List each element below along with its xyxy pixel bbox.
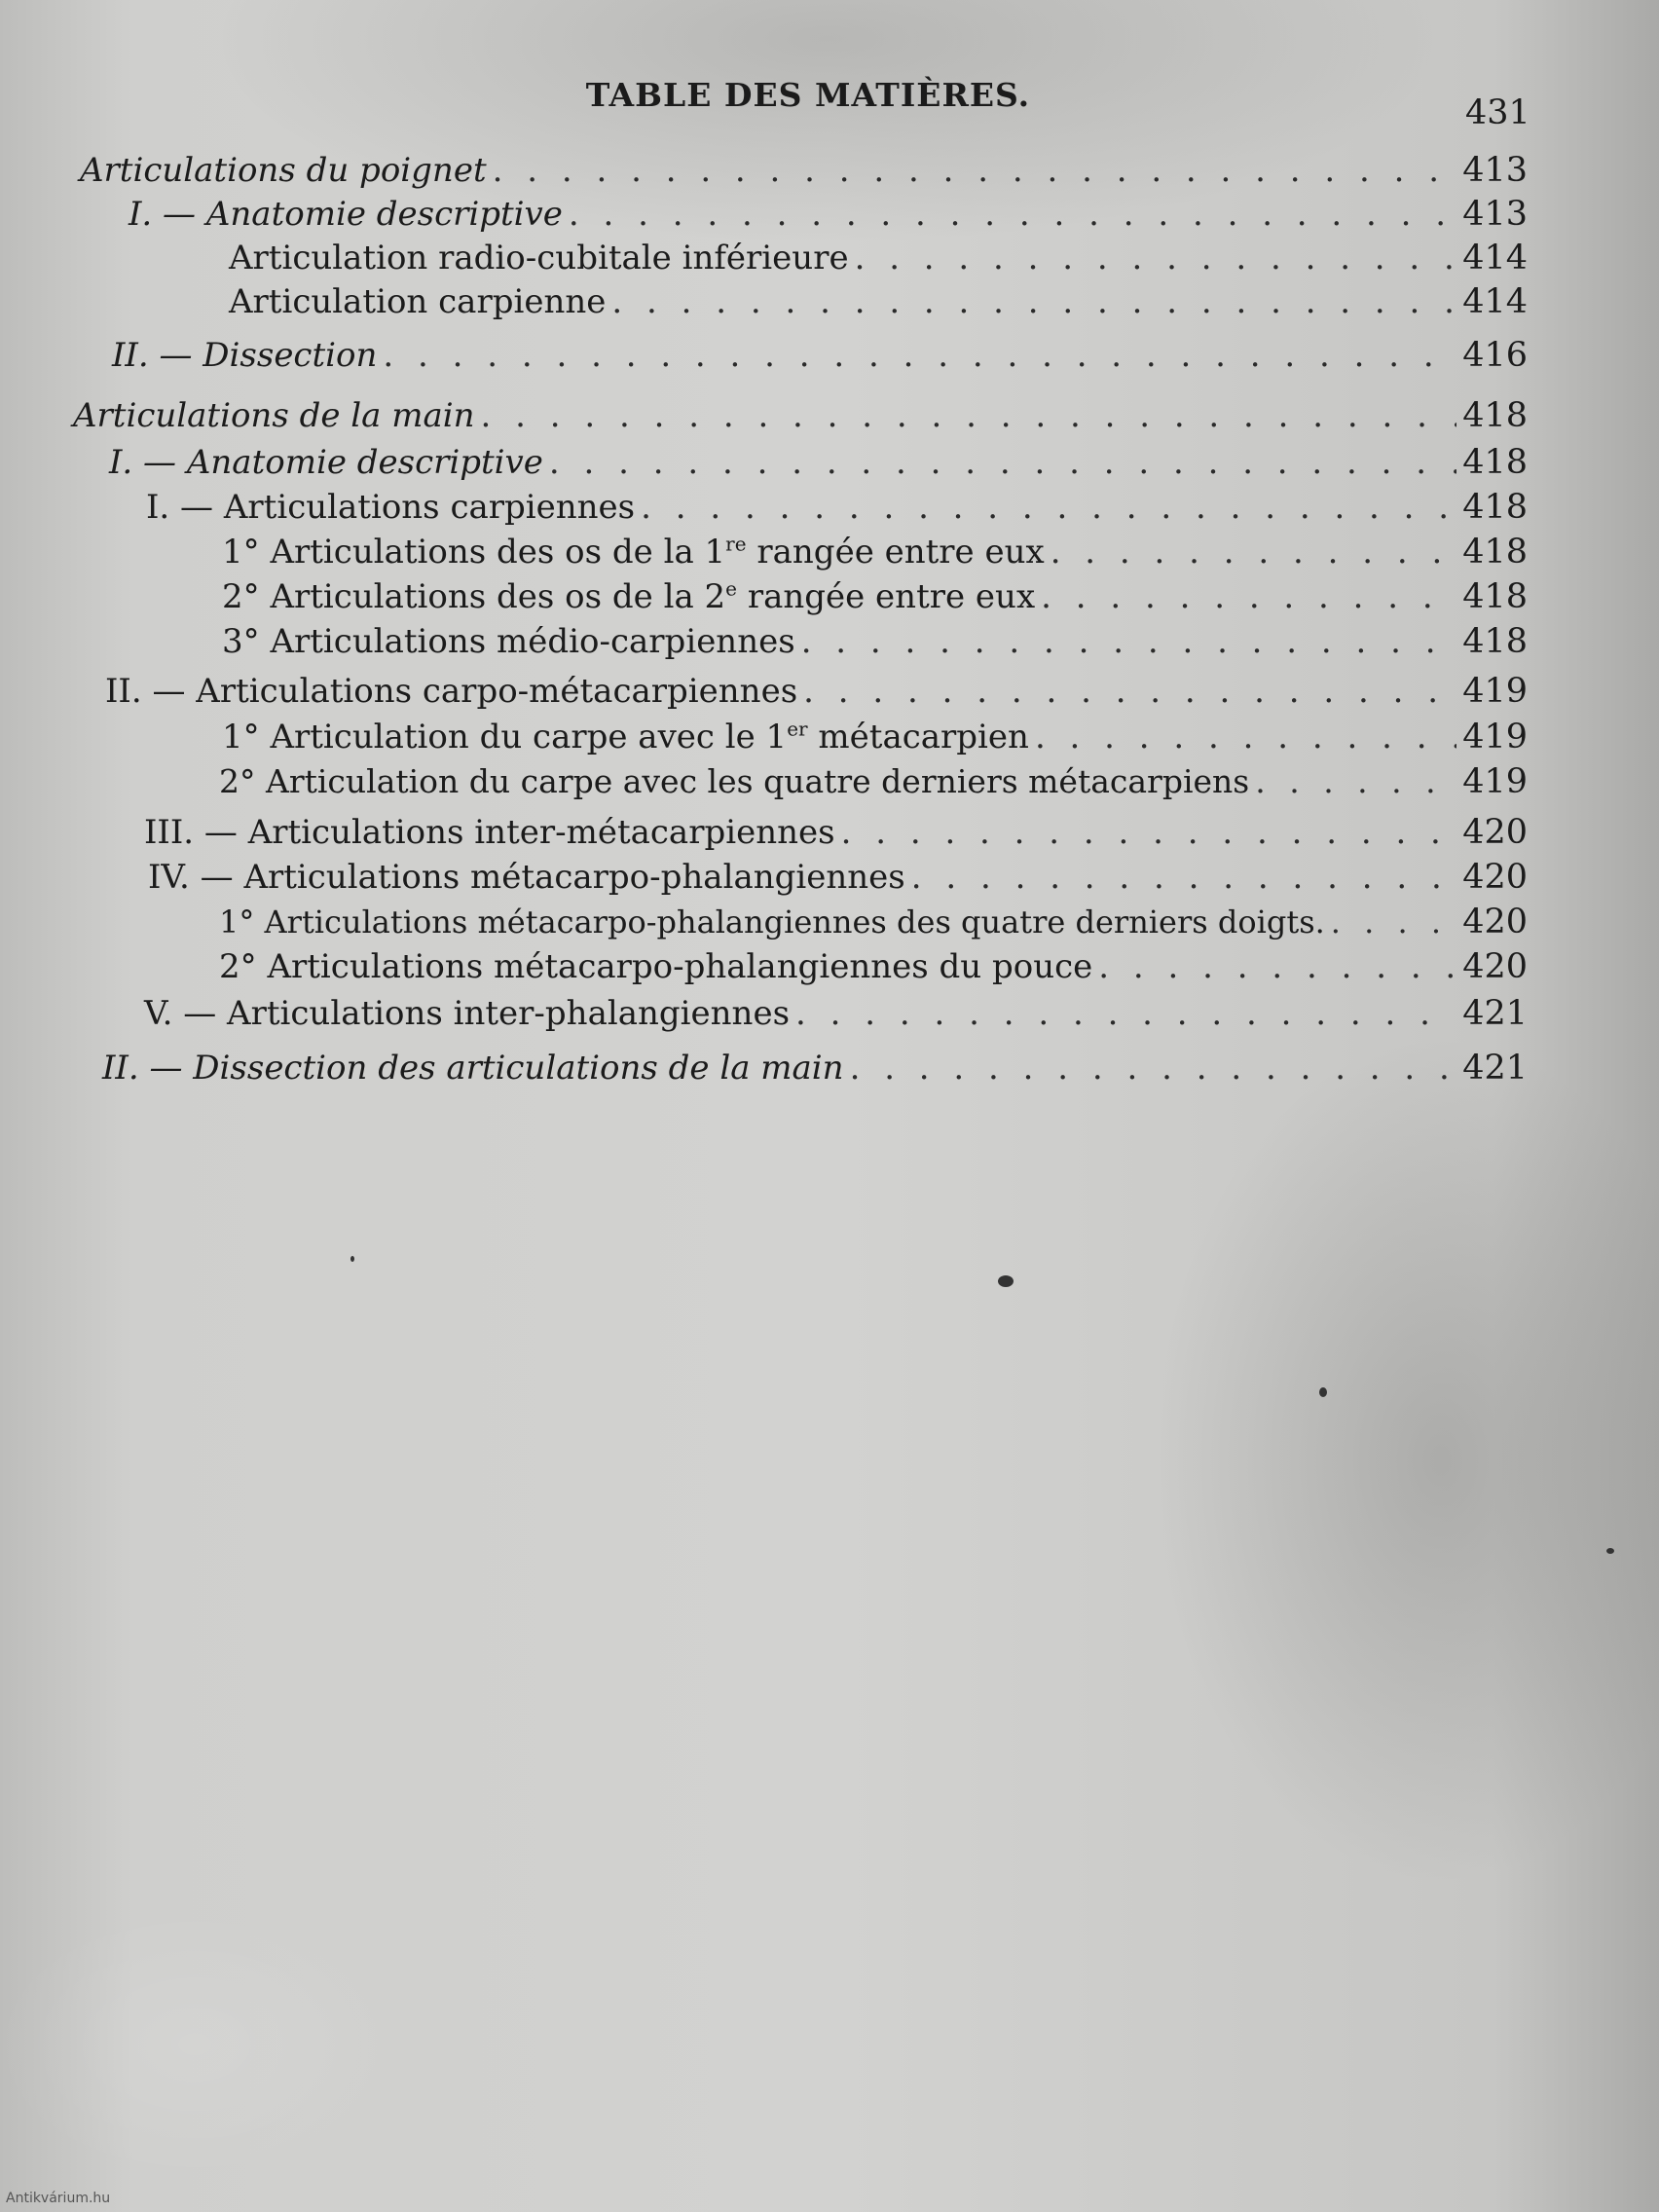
toc-entry-label bbox=[222, 577, 1035, 616]
dot-leader bbox=[841, 813, 1457, 852]
dot-leader bbox=[801, 622, 1457, 661]
label-superscript: er bbox=[787, 717, 808, 741]
toc-entry-page: 418 bbox=[1462, 396, 1528, 435]
dot-leader bbox=[1098, 947, 1456, 986]
page-number: 431 bbox=[1465, 93, 1530, 132]
dot-leader bbox=[1255, 762, 1456, 800]
toc-entry-label: Articulation radio-cubitale inférieure bbox=[229, 239, 849, 277]
label-text: rangée entre eux bbox=[746, 533, 1045, 571]
toc-entry-poignet-anatomie bbox=[129, 195, 1528, 238]
toc-entry-carpiennes bbox=[146, 488, 1528, 531]
toc-entry-page: 420 bbox=[1462, 813, 1528, 852]
label-text: métacarpien bbox=[807, 718, 1029, 756]
toc-entry-radio-cubitale bbox=[229, 239, 1528, 281]
toc-entry-page: 413 bbox=[1462, 195, 1528, 234]
toc-entry-inter-phalangiennes bbox=[144, 994, 1528, 1037]
dot-leader bbox=[1041, 577, 1456, 616]
label-text: 1° Articulation du carpe avec le 1 bbox=[222, 718, 788, 756]
paper-speck bbox=[1319, 1387, 1327, 1397]
toc-entry-inter-metacarpiennes bbox=[144, 813, 1528, 856]
toc-entry-quatre-doigts bbox=[219, 903, 1528, 945]
toc-entry-label: Articulations du poignet bbox=[80, 151, 487, 190]
toc-entry-label: V. — Articulations inter-phalangiennes bbox=[144, 994, 791, 1033]
toc-entry-label: II. — Articulations carpo-métacarpiennes bbox=[105, 672, 798, 711]
running-title: TABLE DES MATIÈRES. bbox=[585, 76, 1031, 114]
dot-leader bbox=[611, 282, 1456, 321]
toc-entry-label: IV. — Articulations métacarpo-phalangiennes bbox=[148, 858, 905, 897]
toc-entry-page: 421 bbox=[1462, 994, 1528, 1033]
toc-entry-metacarpo-phalangiennes bbox=[148, 858, 1528, 901]
toc-entry-page: 419 bbox=[1462, 672, 1528, 711]
paper-speck bbox=[350, 1256, 354, 1262]
toc-entry-label: Articulations de la main bbox=[73, 396, 475, 435]
toc-entry-page: 413 bbox=[1462, 151, 1528, 190]
toc-entry-label bbox=[222, 718, 1029, 756]
toc-entry-page: 420 bbox=[1462, 903, 1528, 941]
toc-entry-label: II. — Dissection bbox=[112, 336, 378, 375]
dot-leader bbox=[569, 195, 1456, 234]
dot-leader bbox=[795, 994, 1456, 1033]
toc-entry-page: 418 bbox=[1462, 443, 1528, 482]
toc-entry-main-dissection bbox=[102, 1049, 1528, 1091]
toc-entry-page: 416 bbox=[1462, 336, 1528, 375]
label-text: 1° Articulations des os de la 1 bbox=[222, 533, 726, 571]
toc-entry-label: 1° Articulations métacarpo-phalangiennes des quatre derniers doigts. bbox=[219, 903, 1325, 940]
dot-leader bbox=[549, 443, 1456, 482]
toc-entry-poignet bbox=[80, 151, 1528, 194]
toc-entry-page: 414 bbox=[1462, 282, 1528, 321]
toc-entry-label: II. — Dissection des articulations de la main bbox=[102, 1049, 844, 1088]
toc-entry-poignet-dissection bbox=[112, 336, 1528, 379]
toc-entry-label: 2° Articulation du carpe avec les quatre derniers métacarpiens bbox=[219, 762, 1250, 800]
toc-entry-page: 414 bbox=[1462, 239, 1528, 277]
toc-entry-pouce bbox=[219, 947, 1528, 990]
paper-speck bbox=[1606, 1548, 1614, 1554]
dot-leader bbox=[481, 396, 1457, 435]
toc-entry-page: 418 bbox=[1462, 533, 1528, 571]
toc-entry-label: 2° Articulations métacarpo-phalangiennes du pouce bbox=[219, 947, 1093, 986]
dot-leader bbox=[383, 336, 1456, 375]
toc-entry-label bbox=[222, 533, 1045, 571]
toc-entry-page: 419 bbox=[1462, 762, 1528, 801]
toc-entry-label: I. — Articulations carpiennes bbox=[146, 488, 636, 527]
dot-leader bbox=[911, 858, 1456, 897]
toc-entry-page: 420 bbox=[1462, 947, 1528, 986]
label-superscript: e bbox=[725, 576, 738, 601]
toc-entry-premier-metacarpien bbox=[222, 718, 1528, 760]
page-header bbox=[0, 76, 1659, 132]
toc-entry-page: 418 bbox=[1462, 577, 1528, 616]
dot-leader bbox=[493, 151, 1457, 190]
dot-leader bbox=[1051, 533, 1457, 571]
dot-leader bbox=[850, 1049, 1457, 1088]
toc-entry-deuxieme-rangee bbox=[222, 577, 1528, 620]
toc-entry-page: 418 bbox=[1462, 622, 1528, 661]
dot-leader bbox=[803, 672, 1456, 711]
toc-entry-carpienne bbox=[229, 282, 1528, 325]
toc-entry-page: 420 bbox=[1462, 858, 1528, 897]
paper-speck bbox=[998, 1275, 1014, 1287]
toc-entry-quatre-metacarpiens bbox=[219, 762, 1528, 805]
toc-entry-page: 419 bbox=[1462, 718, 1528, 756]
dot-leader bbox=[855, 239, 1457, 277]
toc-entry-main bbox=[73, 396, 1528, 439]
toc-entry-main-anatomie bbox=[109, 443, 1528, 486]
toc-entry-medio-carpiennes bbox=[222, 622, 1528, 665]
toc-entry-page: 418 bbox=[1462, 488, 1528, 527]
toc-entry-label: Articulation carpienne bbox=[229, 282, 607, 321]
label-text: rangée entre eux bbox=[737, 577, 1036, 616]
dot-leader bbox=[641, 488, 1456, 527]
toc-entry-premiere-rangee bbox=[222, 533, 1528, 575]
toc-entry-label: I. — Anatomie descriptive bbox=[109, 443, 543, 482]
toc-entry-page: 421 bbox=[1462, 1049, 1528, 1088]
toc-entry-label: 3° Articulations médio-carpiennes bbox=[222, 622, 795, 661]
dot-leader bbox=[1331, 903, 1456, 940]
label-text: 2° Articulations des os de la 2 bbox=[222, 577, 726, 616]
toc-entry-carpo-metacarpiennes bbox=[105, 672, 1528, 715]
toc-entry-label: III. — Articulations inter-métacarpiennes bbox=[144, 813, 835, 852]
watermark: Antikvárium.hu bbox=[6, 2191, 111, 2206]
dot-leader bbox=[1035, 718, 1456, 756]
label-superscript: re bbox=[725, 532, 747, 556]
toc-entry-label: I. — Anatomie descriptive bbox=[129, 195, 563, 234]
